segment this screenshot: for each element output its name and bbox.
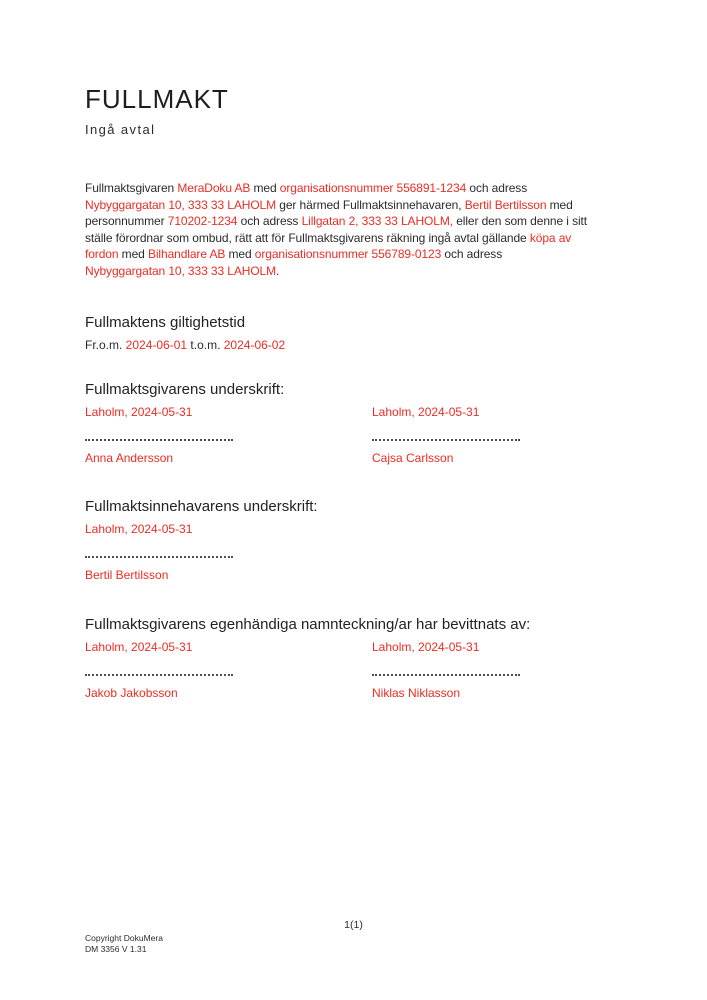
signature-block	[372, 639, 627, 701]
witness-signature-grid	[85, 639, 627, 701]
signature-name: Bertil Bertilsson	[85, 567, 169, 582]
signature-place-date: Laholm, 2024-05-31	[372, 404, 480, 419]
signature-dotted-line	[372, 439, 520, 441]
signature-dotted-line	[372, 674, 520, 676]
signature-name: Cajsa Carlsson	[372, 450, 454, 465]
signature-name: Anna Andersson	[85, 450, 174, 465]
signature-dotted-line	[85, 439, 233, 441]
validity-period: Fr.o.m. 2024-06-01 t.o.m. 2024-06-02	[85, 337, 286, 352]
intro-paragraph: Fullmaktsgivaren MeraDoku AB med organisationsnummer 556891-1234 och adress Nybyggargatan 10, 333 33 LAHOLM ger härmed Fullmaktsinnehavaren, Bertil Bertilsson med personnummer 710202-1234 och adress Lillgatan 2, 333 33 LAHOLM, eller den som denne i sitt ställe förordnar som ombud, rätt att för Fullmaktsgivarens räkning ingå avtal gällande köpa av fordon med Bilhandlare AB med organisationsnummer 556789-0123 och adress Nybyggargatan 10, 333 33 LAHOLM.	[85, 181, 588, 278]
signature-name: Jakob Jakobsson	[85, 685, 178, 700]
validity-heading: Fullmaktens giltighetstid	[85, 313, 246, 331]
signature-dotted-line	[85, 674, 233, 676]
signature-place-date: Laholm, 2024-05-31	[85, 521, 193, 536]
signature-place-date: Laholm, 2024-05-31	[85, 404, 193, 419]
signature-name: Niklas Niklasson	[372, 685, 461, 700]
copyright-line1: Copyright DokuMera	[85, 933, 163, 943]
copyright-line2: DM 3356 V 1.31	[85, 944, 147, 954]
signature-dotted-line	[85, 556, 233, 558]
signature-block	[85, 404, 372, 466]
document-subtitle: Ingå avtal	[85, 122, 156, 137]
holder-signature-grid	[85, 521, 627, 583]
document-title: FULLMAKT	[85, 84, 229, 114]
signature-block	[85, 521, 372, 583]
holder-signature-heading: Fullmaktsinnehavarens underskrift:	[85, 497, 318, 515]
signature-place-date: Laholm, 2024-05-31	[85, 639, 193, 654]
copyright-notice	[85, 933, 163, 955]
signature-place-date: Laholm, 2024-05-31	[372, 639, 480, 654]
signature-block	[85, 639, 372, 701]
principal-signature-grid	[85, 404, 627, 466]
page-number: 1(1)	[344, 919, 363, 931]
principal-signature-heading: Fullmaktsgivarens underskrift:	[85, 380, 285, 398]
signature-block	[372, 404, 627, 466]
witness-heading: Fullmaktsgivarens egenhändiga namnteckning/ar har bevittnats av:	[85, 615, 531, 633]
